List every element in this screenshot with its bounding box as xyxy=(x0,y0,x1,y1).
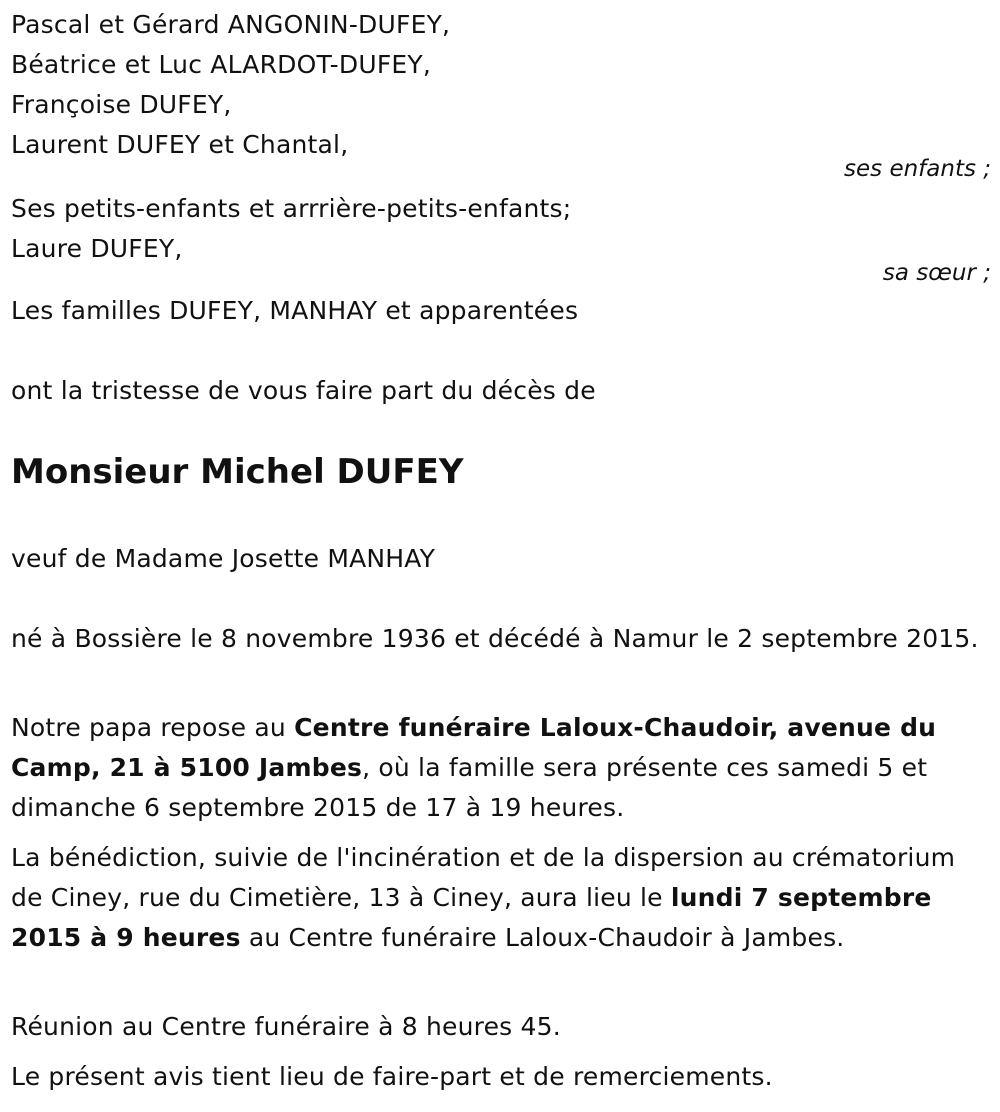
sister-line: Laure DUFEY, xyxy=(11,234,183,263)
children-role: ses enfants ; xyxy=(844,156,991,182)
repose-paragraph xyxy=(11,708,986,828)
deceased-name: Monsieur Michel DUFEY xyxy=(11,452,464,492)
meeting-paragraph: Réunion au Centre funéraire à 8 heures 45. xyxy=(11,1012,561,1041)
sister-role: sa sœur ; xyxy=(882,260,991,286)
grandchildren-line: Ses petits-enfants et arrrière-petits-enfants; xyxy=(11,194,572,223)
birth-death-paragraph: né à Bossière le 8 novembre 1936 et décédé à Namur le 2 septembre 2015. xyxy=(11,624,979,653)
repose-outro: , où la famille sera présente ces samedi 5 et dimanche 6 septembre 2015 de 17 à 19 heures. xyxy=(11,753,928,822)
closing-paragraph: Le présent avis tient lieu de faire-part et de remerciements. xyxy=(11,1062,773,1091)
ceremony-paragraph xyxy=(11,838,986,958)
ceremony-date: lundi 7 septembre 2015 à 9 heures xyxy=(11,883,932,952)
repose-intro: Notre papa repose au xyxy=(11,713,295,742)
widower-line: veuf de Madame Josette MANHAY xyxy=(11,544,436,573)
child-line-2: Béatrice et Luc ALARDOT-DUFEY, xyxy=(11,50,432,79)
families-line: Les familles DUFEY, MANHAY et apparentées xyxy=(11,296,579,325)
child-line-4: Laurent DUFEY et Chantal, xyxy=(11,130,349,159)
announcement-line: ont la tristesse de vous faire part du décès de xyxy=(11,376,596,405)
child-line-3: Françoise DUFEY, xyxy=(11,90,232,119)
child-line-1: Pascal et Gérard ANGONIN-DUFEY, xyxy=(11,10,451,39)
ceremony-outro: au Centre funéraire Laloux-Chaudoir à Jambes. xyxy=(240,923,845,952)
ceremony-intro: La bénédiction, suivie de l'incinération et de la dispersion au crématorium de Ciney, rue du Cimetière, 13 à Ciney, aura lieu le xyxy=(11,843,956,912)
repose-place: Centre funéraire Laloux-Chaudoir, avenue du Camp, 21 à 5100 Jambes xyxy=(11,713,937,782)
